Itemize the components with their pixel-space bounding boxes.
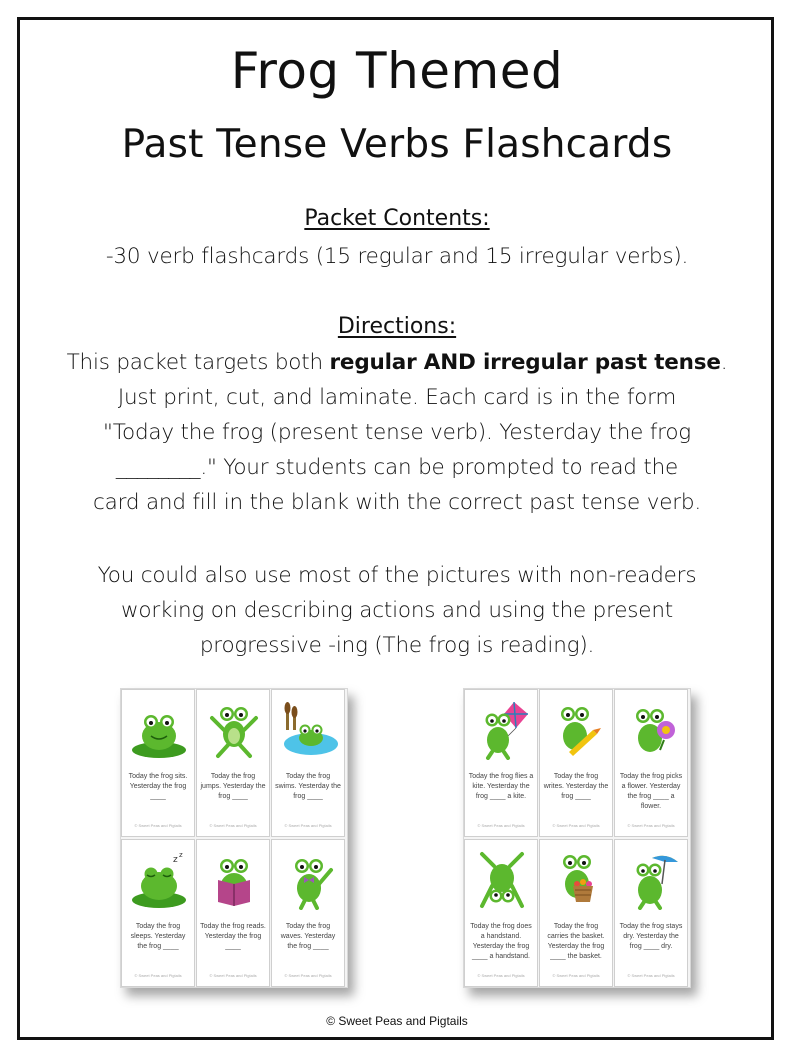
directions-line-1: This packet targets both regular AND irregular past tense.: [66, 350, 728, 375]
frog-writing-icon: [547, 700, 607, 760]
swimming-frog-icon: [279, 700, 339, 760]
packet-contents-heading: Packet Contents:: [304, 206, 490, 231]
directions-line-3: "Today the frog (present tense verb). Yesterday the frog: [103, 420, 691, 445]
jumping-frog-icon: [204, 700, 264, 760]
flashcard-text: Today the frog swims. Yesterday the frog ____: [275, 773, 341, 800]
waving-frog-icon: [279, 850, 339, 910]
extra-line-3: progressive -ing (The frog is reading).: [199, 633, 595, 658]
frog-with-umbrella-icon: [622, 850, 682, 910]
flashcard-sheet-right: [463, 688, 691, 988]
flashcard-stays-dry: Today the frog stays dry. Yesterday the frog ____ dry. © Sweet Peas and Pigtails: [614, 839, 688, 987]
directions-bold-text: regular AND irregular past tense: [329, 350, 721, 375]
flashcard-text: Today the frog writes. Yesterday the frog ____: [543, 773, 609, 800]
svg-text:z: z: [173, 855, 178, 865]
directions-heading: Directions:: [337, 314, 457, 339]
frog-flying-kite-icon: [472, 700, 532, 760]
page-subtitle: Past Tense Verbs Flashcards: [121, 122, 673, 167]
flashcard-jumps: Today the frog jumps. Yesterday the frog ____ © Sweet Peas and Pigtails: [196, 689, 270, 837]
flashcard-text: Today the frog sleeps. Yesterday the frog ____: [130, 923, 186, 950]
directions-line-5: card and fill in the blank with the correct past tense verb.: [93, 490, 701, 515]
flashcard-text: Today the frog carries the basket. Yesterday the frog ____ the basket.: [547, 923, 605, 960]
directions-line-2: Just print, cut, and laminate. Each card is in the form: [117, 385, 677, 410]
flashcard-text: Today the frog reads. Yesterday the frog ____: [200, 923, 266, 950]
flashcard-text: Today the frog does a handstand. Yesterday the frog ____ a handstand.: [470, 923, 532, 960]
frog-with-basket-icon: [547, 850, 607, 910]
flashcard-sleeps: z z Today the frog sleeps. Yesterday the frog ____ © Sweet Peas and Pigtails: [121, 839, 195, 987]
flashcard-waves: Today the frog waves. Yesterday the frog ____ © Sweet Peas and Pigtails: [271, 839, 345, 987]
flashcard-sits: Today the frog sits. Yesterday the frog ____ © Sweet Peas and Pigtails: [121, 689, 195, 837]
packet-contents-text: -30 verb flashcards (15 regular and 15 irregular verbs).: [105, 244, 689, 269]
flashcard-text: Today the frog stays dry. Yesterday the frog ____ dry.: [619, 923, 683, 950]
svg-text:z: z: [179, 851, 183, 859]
directions-line-4: ________." Your students can be prompted to read the: [115, 455, 679, 480]
flashcard-text: Today the frog sits. Yesterday the frog ____: [128, 773, 188, 800]
flashcard-picks-flower: Today the frog picks a flower. Yesterday the frog ____ a flower. © Sweet Peas and Pigtails: [614, 689, 688, 837]
page-title: Frog Themed: [230, 42, 564, 100]
flashcard-reads: Today the frog reads. Yesterday the frog ____ © Sweet Peas and Pigtails: [196, 839, 270, 987]
flashcard-swims: Today the frog swims. Yesterday the frog ____ © Sweet Peas and Pigtails: [271, 689, 345, 837]
frog-handstand-icon: [472, 850, 532, 910]
reading-frog-icon: [204, 850, 264, 910]
flashcard-text: Today the frog jumps. Yesterday the frog ____: [200, 773, 266, 800]
flashcard-writes: Today the frog writes. Yesterday the frog ____ © Sweet Peas and Pigtails: [539, 689, 613, 837]
sleeping-frog-icon: [129, 850, 189, 910]
flashcard-text: Today the frog picks a flower. Yesterday the frog ____ a flower.: [619, 773, 683, 810]
flashcard-text: Today the frog flies a kite. Yesterday the frog ____ a kite.: [468, 773, 534, 800]
extra-line-1: You could also use most of the pictures with non-readers: [97, 563, 697, 588]
flashcard-text: Today the frog waves. Yesterday the frog ____: [280, 923, 336, 950]
flashcard-flies-kite: Today the frog flies a kite. Yesterday the frog ____ a kite. © Sweet Peas and Pigtails: [464, 689, 538, 837]
copyright-footer: © Sweet Peas and Pigtails: [326, 1014, 468, 1028]
flashcard-sheet-left: [120, 688, 348, 988]
frog-with-flower-icon: [622, 700, 682, 760]
flashcard-handstand: Today the frog does a handstand. Yesterday the frog ____ a handstand. © Sweet Peas and Pigtails: [464, 839, 538, 987]
flashcard-carries-basket: Today the frog carries the basket. Yesterday the frog ____ the basket. © Sweet Peas and Pigtails: [539, 839, 613, 987]
extra-line-2: working on describing actions and using the present: [121, 598, 673, 623]
frog-on-lily-pad-icon: [129, 700, 189, 760]
